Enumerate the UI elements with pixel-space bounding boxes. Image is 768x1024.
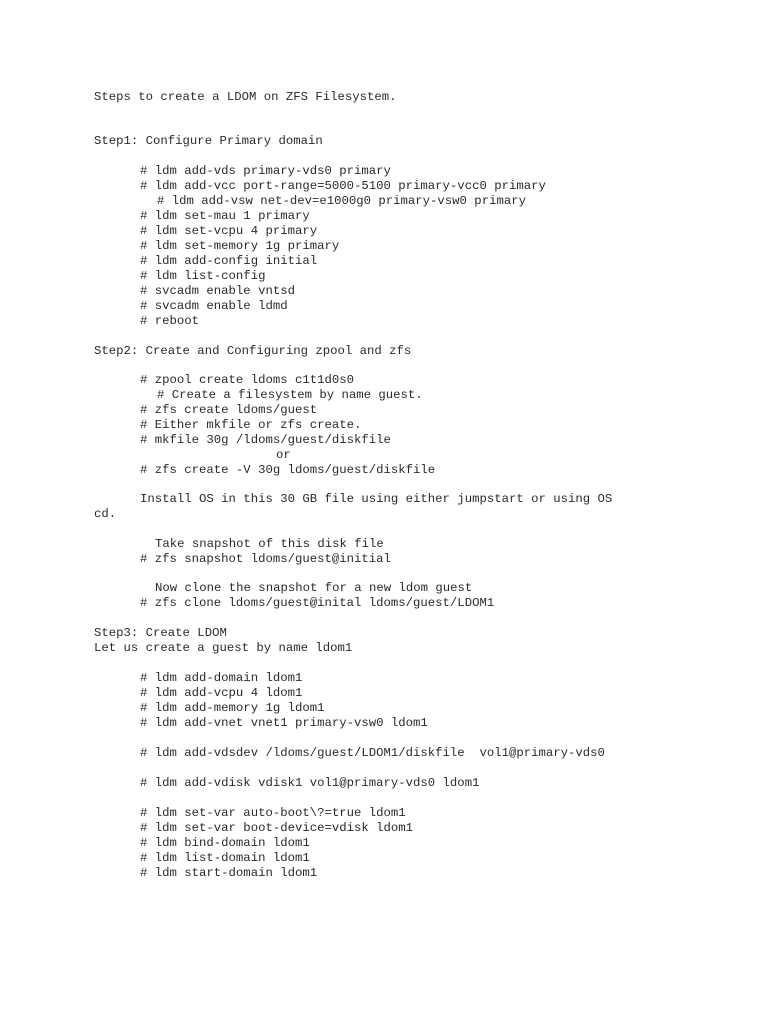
code-line: or: [276, 448, 291, 462]
code-line: # zpool create ldoms c1t1d0s0: [140, 373, 355, 387]
code-line: # ldm set-vcpu 4 primary: [140, 224, 318, 238]
code-line: # ldm add-vsw net-dev=e1000g0 primary-vsw0 primary: [157, 194, 526, 208]
code-line: # ldm add-vdsdev /ldoms/guest/LDOM1/diskfile vol1@primary-vds0: [140, 746, 605, 760]
code-line: # Either mkfile or zfs create.: [140, 418, 362, 432]
code-line: # ldm add-memory 1g ldom1: [140, 701, 325, 715]
code-line: # svcadm enable ldmd: [140, 299, 288, 313]
code-line: # ldm add-domain ldom1: [140, 671, 303, 685]
code-line: # ldm list-config: [140, 269, 266, 283]
body-text: Let us create a guest by name ldom1: [94, 641, 353, 655]
code-line: # ldm set-mau 1 primary: [140, 209, 310, 223]
code-line: # ldm add-vdisk vdisk1 vol1@primary-vds0 ldom1: [140, 776, 480, 790]
body-text: cd.: [94, 507, 117, 521]
code-line: # ldm add-vnet vnet1 primary-vsw0 ldom1: [140, 716, 428, 730]
code-line: # ldm add-vcpu 4 ldom1: [140, 686, 303, 700]
code-line: # zfs snapshot ldoms/guest@initial: [140, 552, 391, 566]
step3-heading: Step3: Create LDOM: [94, 626, 227, 640]
code-line: # ldm set-memory 1g primary: [140, 239, 340, 253]
code-line: # Create a filesystem by name guest.: [157, 388, 423, 402]
document-title: Steps to create a LDOM on ZFS Filesystem.: [94, 90, 397, 104]
code-line: # ldm start-domain ldom1: [140, 866, 318, 880]
code-line: # ldm set-var boot-device=vdisk ldom1: [140, 821, 414, 835]
step2-heading: Step2: Create and Configuring zpool and zfs: [94, 344, 412, 358]
body-text: Install OS in this 30 GB file using either jumpstart or using OS: [140, 492, 613, 506]
code-line: # zfs create ldoms/guest: [140, 403, 318, 417]
code-line: # svcadm enable vntsd: [140, 284, 295, 298]
body-text: Take snapshot of this disk file: [155, 537, 384, 551]
code-line: # ldm add-config initial: [140, 254, 318, 268]
body-text: Now clone the snapshot for a new ldom guest: [155, 581, 473, 595]
code-line: # mkfile 30g /ldoms/guest/diskfile: [140, 433, 391, 447]
code-line: # ldm bind-domain ldom1: [140, 836, 310, 850]
code-line: # ldm add-vcc port-range=5000-5100 primary-vcc0 primary: [140, 179, 546, 193]
code-line: # zfs create -V 30g ldoms/guest/diskfile: [140, 463, 436, 477]
code-line: # ldm set-var auto-boot\?=true ldom1: [140, 806, 406, 820]
code-line: # reboot: [140, 314, 200, 328]
step1-heading: Step1: Configure Primary domain: [94, 134, 323, 148]
code-line: # zfs clone ldoms/guest@inital ldoms/guest/LDOM1: [140, 596, 495, 610]
code-line: # ldm add-vds primary-vds0 primary: [140, 164, 391, 178]
code-line: # ldm list-domain ldom1: [140, 851, 310, 865]
